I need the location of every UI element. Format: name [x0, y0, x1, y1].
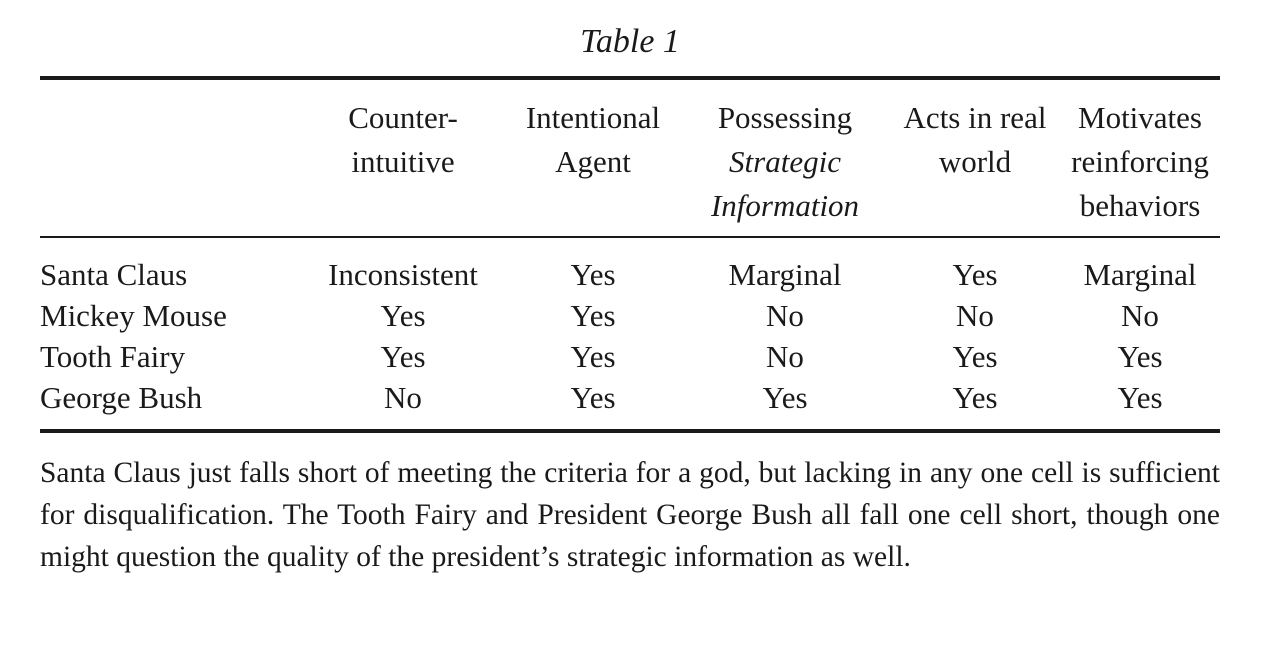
table-note: Santa Claus just falls short of meeting the criteria for a god, but lacking in any one cell is sufficient for disqualification. The Tooth Fairy and President George Bush all fall one cell short, though one might question the quality of the president’s strategic information as well. — [40, 457, 1220, 573]
table-cell: Yes — [762, 380, 808, 415]
table-cell: Inconsistent — [328, 257, 478, 292]
table-row — [40, 336, 1220, 377]
table-cell: Yes — [570, 339, 616, 374]
row-label: Tooth Fairy — [40, 339, 186, 374]
header-line: Counter- — [348, 100, 458, 135]
bottom-rule — [40, 429, 1220, 433]
header-line: intuitive — [351, 144, 455, 179]
table-cell: No — [1121, 298, 1159, 333]
header-line: world — [938, 144, 1012, 179]
table-cell: Yes — [570, 380, 616, 415]
table-cell: Yes — [380, 339, 426, 374]
row-label: George Bush — [40, 380, 203, 415]
table-cell: No — [384, 380, 422, 415]
table-cell: Yes — [380, 298, 426, 333]
header-line: Agent — [555, 144, 631, 179]
header-line: Possessing — [717, 100, 853, 135]
table-row — [40, 254, 1220, 295]
header-counter-intuitive — [310, 96, 496, 184]
table-cell: Yes — [952, 380, 998, 415]
table-cell: No — [766, 298, 804, 333]
table-cell: Yes — [570, 298, 616, 333]
header-line: reinforcing — [1071, 144, 1209, 179]
header-line-italic: Strategic — [729, 144, 841, 179]
table-cell: Yes — [1117, 380, 1163, 415]
table-row — [40, 377, 1220, 418]
table-cell: Marginal — [1083, 257, 1197, 292]
table-caption: Table 1 — [580, 23, 680, 60]
header-line: behaviors — [1079, 188, 1201, 223]
header-strategic-information — [690, 96, 880, 228]
header-line: Motivates — [1078, 100, 1202, 135]
top-rule — [40, 76, 1220, 80]
table-cell: No — [956, 298, 994, 333]
table-cell: Yes — [1117, 339, 1163, 374]
header-intentional-agent — [506, 96, 680, 184]
row-label: Mickey Mouse — [40, 298, 227, 333]
row-label: Santa Claus — [40, 257, 188, 292]
table-cell: No — [766, 339, 804, 374]
header-motivates-reinforcing — [1060, 96, 1220, 228]
header-line-italic: Information — [710, 188, 860, 223]
header-line: Acts in real — [903, 100, 1047, 135]
table-body — [40, 254, 1220, 418]
table-cell: Yes — [952, 257, 998, 292]
table-cell: Yes — [570, 257, 616, 292]
table-cell: Marginal — [728, 257, 842, 292]
header-acts-in-real-world — [890, 96, 1060, 184]
table-row — [40, 295, 1220, 336]
header-rule — [40, 236, 1220, 238]
table-cell: Yes — [952, 339, 998, 374]
header-line: Intentional — [525, 100, 661, 135]
